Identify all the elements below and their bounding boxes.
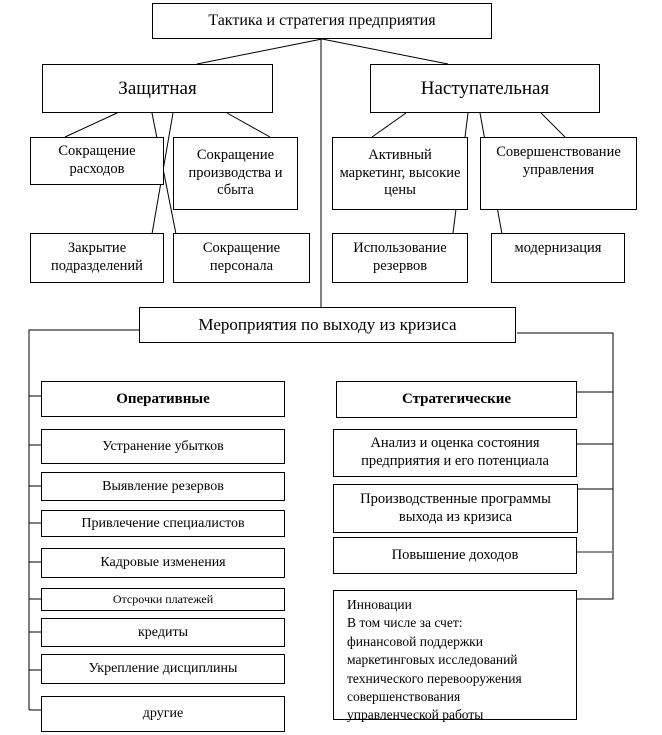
- node-op-discipline: Укрепление дисциплины: [41, 654, 285, 684]
- innovations-line: технического перевооружения: [347, 670, 522, 686]
- node-active-marketing: Активный маркетинг, высокие цены: [332, 137, 468, 210]
- node-cut-staff: Сокращение персонала: [173, 233, 310, 283]
- node-operational-header: Оперативные: [41, 381, 285, 417]
- node-op-other: другие: [41, 696, 285, 732]
- node-offensive: Наступательная: [370, 64, 600, 113]
- node-strategic-header: Стратегические: [336, 381, 577, 418]
- node-use-reserves: Использование резервов: [332, 233, 468, 283]
- node-crisis-measures-title: Мероприятия по выходу из кризиса: [139, 307, 516, 343]
- node-op-personnel-changes: Кадровые изменения: [41, 548, 285, 578]
- node-st-innovations: [333, 590, 577, 723]
- node-st-income-increase: Повышение доходов: [333, 537, 577, 574]
- node-cut-costs: Сокращение расходов: [30, 137, 164, 185]
- innovations-line: финансовой поддержки: [347, 633, 483, 649]
- node-op-credits: кредиты: [41, 618, 285, 647]
- node-root-title: Тактика и стратегия предприятия: [152, 3, 492, 39]
- node-op-loss-elimination: Устранение убытков: [41, 429, 285, 464]
- innovations-line: совершенствования: [347, 689, 461, 705]
- node-cut-production: Сокращение производства и сбыта: [173, 137, 298, 210]
- node-close-units: Закрытие подразделений: [30, 233, 164, 283]
- node-modernization: модернизация: [491, 233, 625, 283]
- node-op-specialists: Привлечение специалистов: [41, 510, 285, 537]
- innovations-line: Инновации: [347, 597, 412, 612]
- node-st-analysis: Анализ и оценка состояния предприятия и его потенциала: [333, 429, 577, 477]
- innovations-line: управленческой работы: [347, 707, 484, 723]
- node-management-improvement: Совершенствование управления: [480, 137, 637, 210]
- node-op-reserve-identification: Выявление резервов: [41, 472, 285, 501]
- node-op-payment-deferrals: Отсрочки платежей: [41, 588, 285, 611]
- innovations-line: маркетинговых исследований: [347, 652, 518, 668]
- node-defensive: Защитная: [42, 64, 273, 113]
- innovations-line: В том числе за счет:: [347, 615, 463, 631]
- node-st-production-programs: Производственные программы выхода из кризиса: [333, 484, 578, 533]
